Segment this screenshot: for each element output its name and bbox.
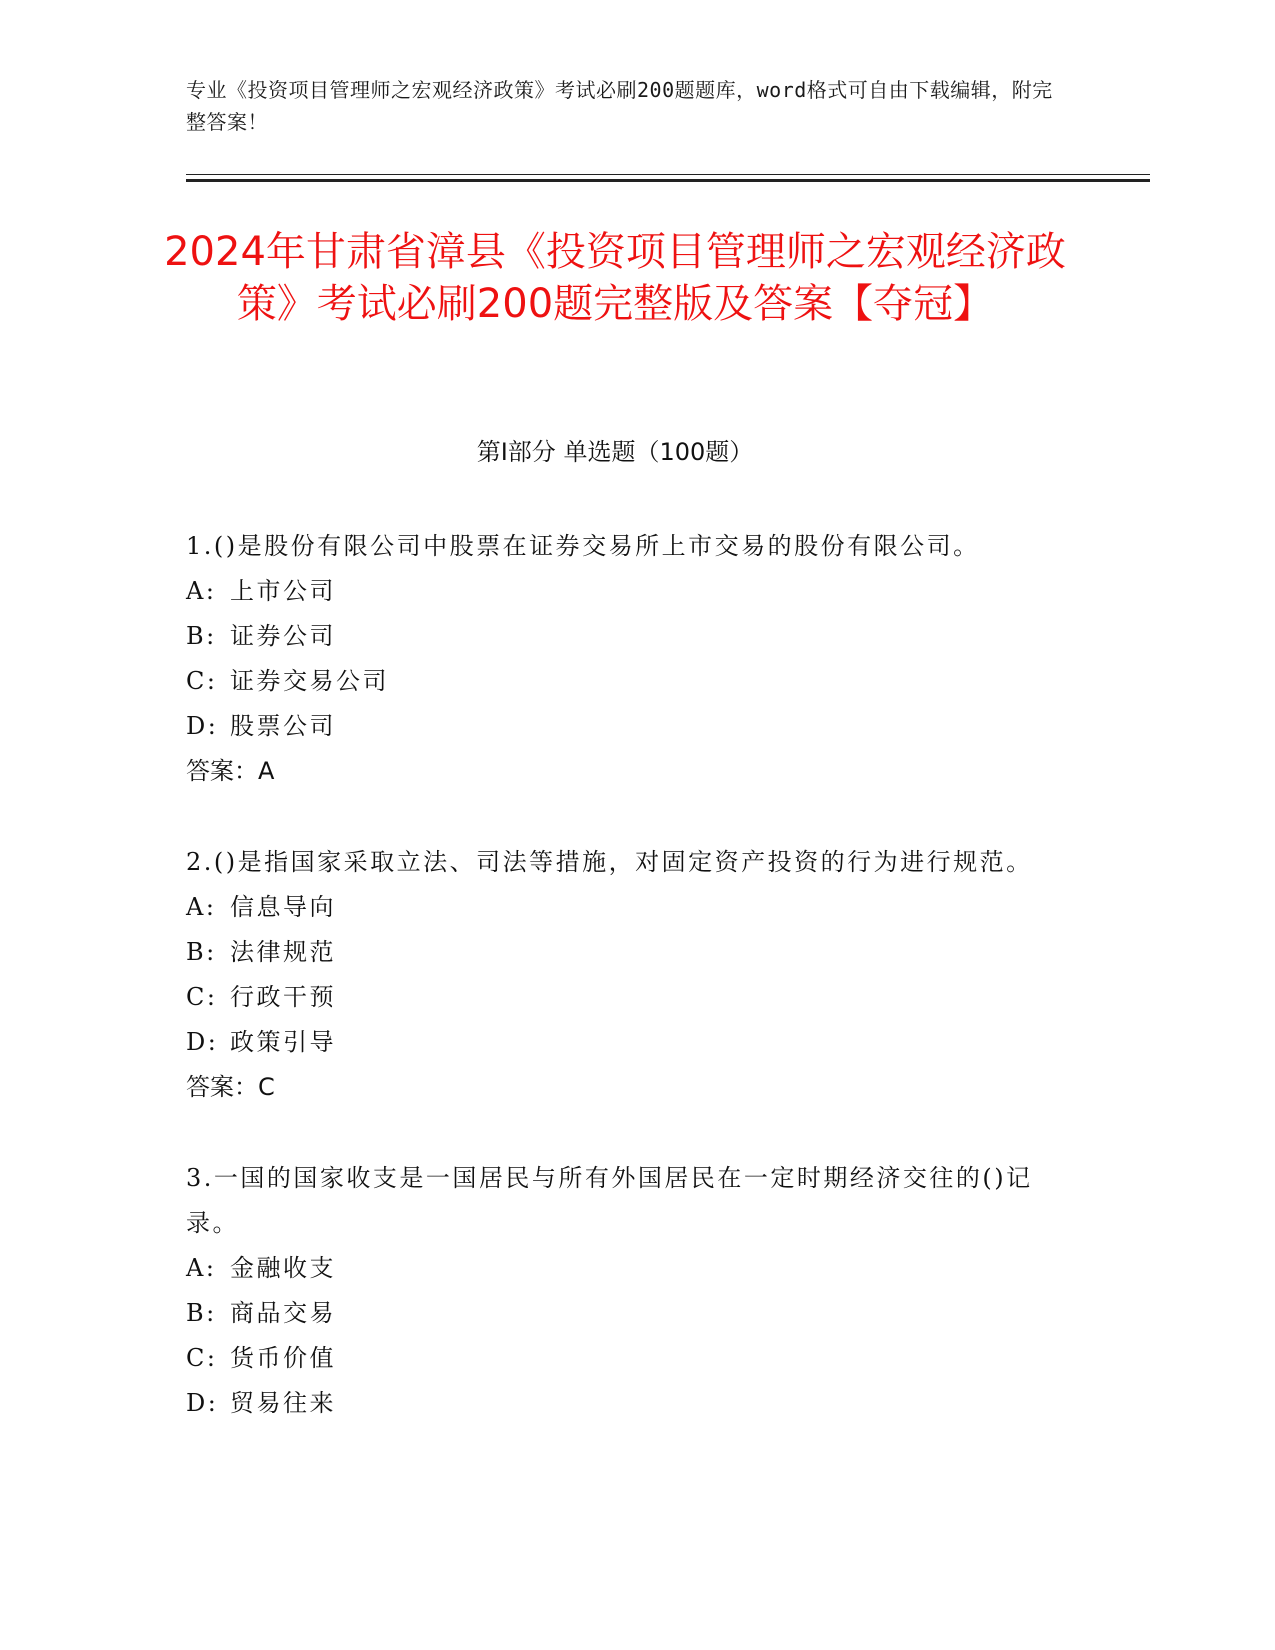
option-key: A: — [186, 1254, 217, 1282]
answer-line: 答案：A — [186, 757, 275, 785]
option-key: B: — [186, 1299, 217, 1327]
answer-line: 答案：C — [186, 1073, 275, 1101]
document-title: 2024年甘肃省漳县《投资项目管理师之宏观经济政策》考试必刷200题完整版及答案【夺冠】 — [164, 229, 1066, 327]
question-spacer — [186, 794, 1066, 840]
option-key: C: — [186, 1344, 218, 1372]
question-stem: 1.()是股份有限公司中股票在证券交易所上市交易的股份有限公司。 — [186, 532, 980, 560]
option-text: 货币价值 — [230, 1344, 336, 1372]
option-d — [186, 1381, 1066, 1426]
option-b — [186, 614, 1066, 659]
option-text: 证券公司 — [230, 622, 336, 650]
option-key: D: — [186, 1028, 219, 1056]
option-key: C: — [186, 983, 218, 1011]
header-divider-thick — [186, 179, 1150, 182]
question-stem: 2.()是指国家采取立法、司法等措施，对固定资产投资的行为进行规范。 — [186, 848, 1033, 876]
option-text: 政策引导 — [230, 1028, 336, 1056]
section-heading: 第I部分 单选题（100题） — [476, 438, 754, 466]
option-key: A: — [186, 893, 217, 921]
option-key: B: — [186, 938, 217, 966]
option-b — [186, 930, 1066, 975]
option-text: 上市公司 — [230, 577, 336, 605]
header-divider-thin — [186, 174, 1150, 175]
option-text: 证券交易公司 — [230, 667, 389, 695]
option-text: 信息导向 — [230, 893, 336, 921]
header-note: 专业《投资项目管理师之宏观经济政策》考试必刷200题题库，word格式可自由下载编辑，附完整答案！ — [186, 78, 1053, 134]
option-text: 商品交易 — [230, 1299, 336, 1327]
option-c — [186, 975, 1066, 1020]
option-key: D: — [186, 1389, 219, 1417]
option-c — [186, 659, 1066, 704]
option-text: 股票公司 — [230, 712, 336, 740]
question-3 — [186, 1156, 1066, 1426]
option-c — [186, 1336, 1066, 1381]
option-text: 金融收支 — [230, 1254, 336, 1282]
option-key: A: — [186, 577, 217, 605]
option-a — [186, 885, 1066, 930]
option-a — [186, 1246, 1066, 1291]
option-d — [186, 1020, 1066, 1065]
question-spacer — [186, 1110, 1066, 1156]
question-list — [186, 524, 1066, 1426]
question-2 — [186, 840, 1066, 1110]
option-text: 贸易往来 — [230, 1389, 336, 1417]
question-1 — [186, 524, 1066, 794]
option-a — [186, 569, 1066, 614]
option-key: C: — [186, 667, 218, 695]
option-text: 行政干预 — [230, 983, 336, 1011]
option-key: B: — [186, 622, 217, 650]
option-b — [186, 1291, 1066, 1336]
option-d — [186, 704, 1066, 749]
question-stem: 3.一国的国家收支是一国居民与所有外国居民在一定时期经济交往的()记录。 — [186, 1164, 1033, 1237]
option-key: D: — [186, 712, 219, 740]
option-text: 法律规范 — [230, 938, 336, 966]
